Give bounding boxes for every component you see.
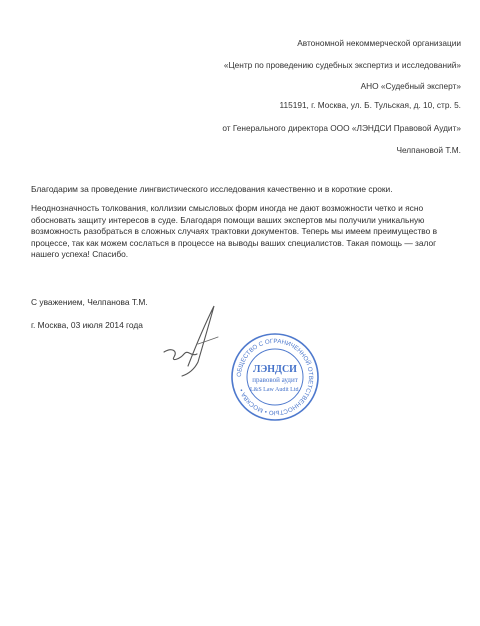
place-and-date: г. Москва, 03 июля 2014 года (31, 320, 143, 330)
handwritten-signature (158, 300, 230, 382)
seal-center-line-2: правовой аудит (252, 376, 298, 384)
seal-ring-text: ОБЩЕСТВО С ОГРАНИЧЕННОЙ ОТВЕТСТВЕННОСТЬЮ • МОСКВА • (235, 337, 315, 417)
recipient-line-4: 115191, г. Москва, ул. Б. Тульская, д. 10, стр. 5. (279, 100, 461, 110)
sender-line-1: от Генерального директора ООО «ЛЭНДСИ Правовой Аудит» (222, 123, 461, 133)
recipient-line-2: «Центр по проведению судебных экспертиз и исследований» (223, 60, 461, 70)
seal-center-line-3: L&S Law Audit Ltd. (250, 387, 300, 393)
seal-center-line-1: ЛЭНДСИ (253, 364, 297, 375)
recipient-line-1: Автономной некоммерческой организации (297, 38, 461, 48)
recipient-line-3: АНО «Судебный эксперт» (360, 81, 461, 91)
closing-regards: С уважением, Челпанова Т.М. (31, 297, 148, 307)
body-paragraph-1: Благодарим за проведение лингвистического исследования качественно и в короткие сроки. (31, 184, 393, 194)
body-paragraph-2: Неоднозначность толкования, коллизии смысловых форм иногда не дают возможности четко и ясно обосновать защиту интересов в суде. Благодаря помощи ваших экспертов мы получили уникальную возможность разобраться в сложных случаях трактовки документов. Теперь мы имеем преимущество в процессе, так как можем сослаться в процессе на выводы ваших специалистов. Такая помощь — залог нашего успеха! Спасибо. (31, 203, 438, 260)
company-seal (230, 332, 320, 422)
sender-name: Челпановой Т.М. (396, 145, 461, 155)
